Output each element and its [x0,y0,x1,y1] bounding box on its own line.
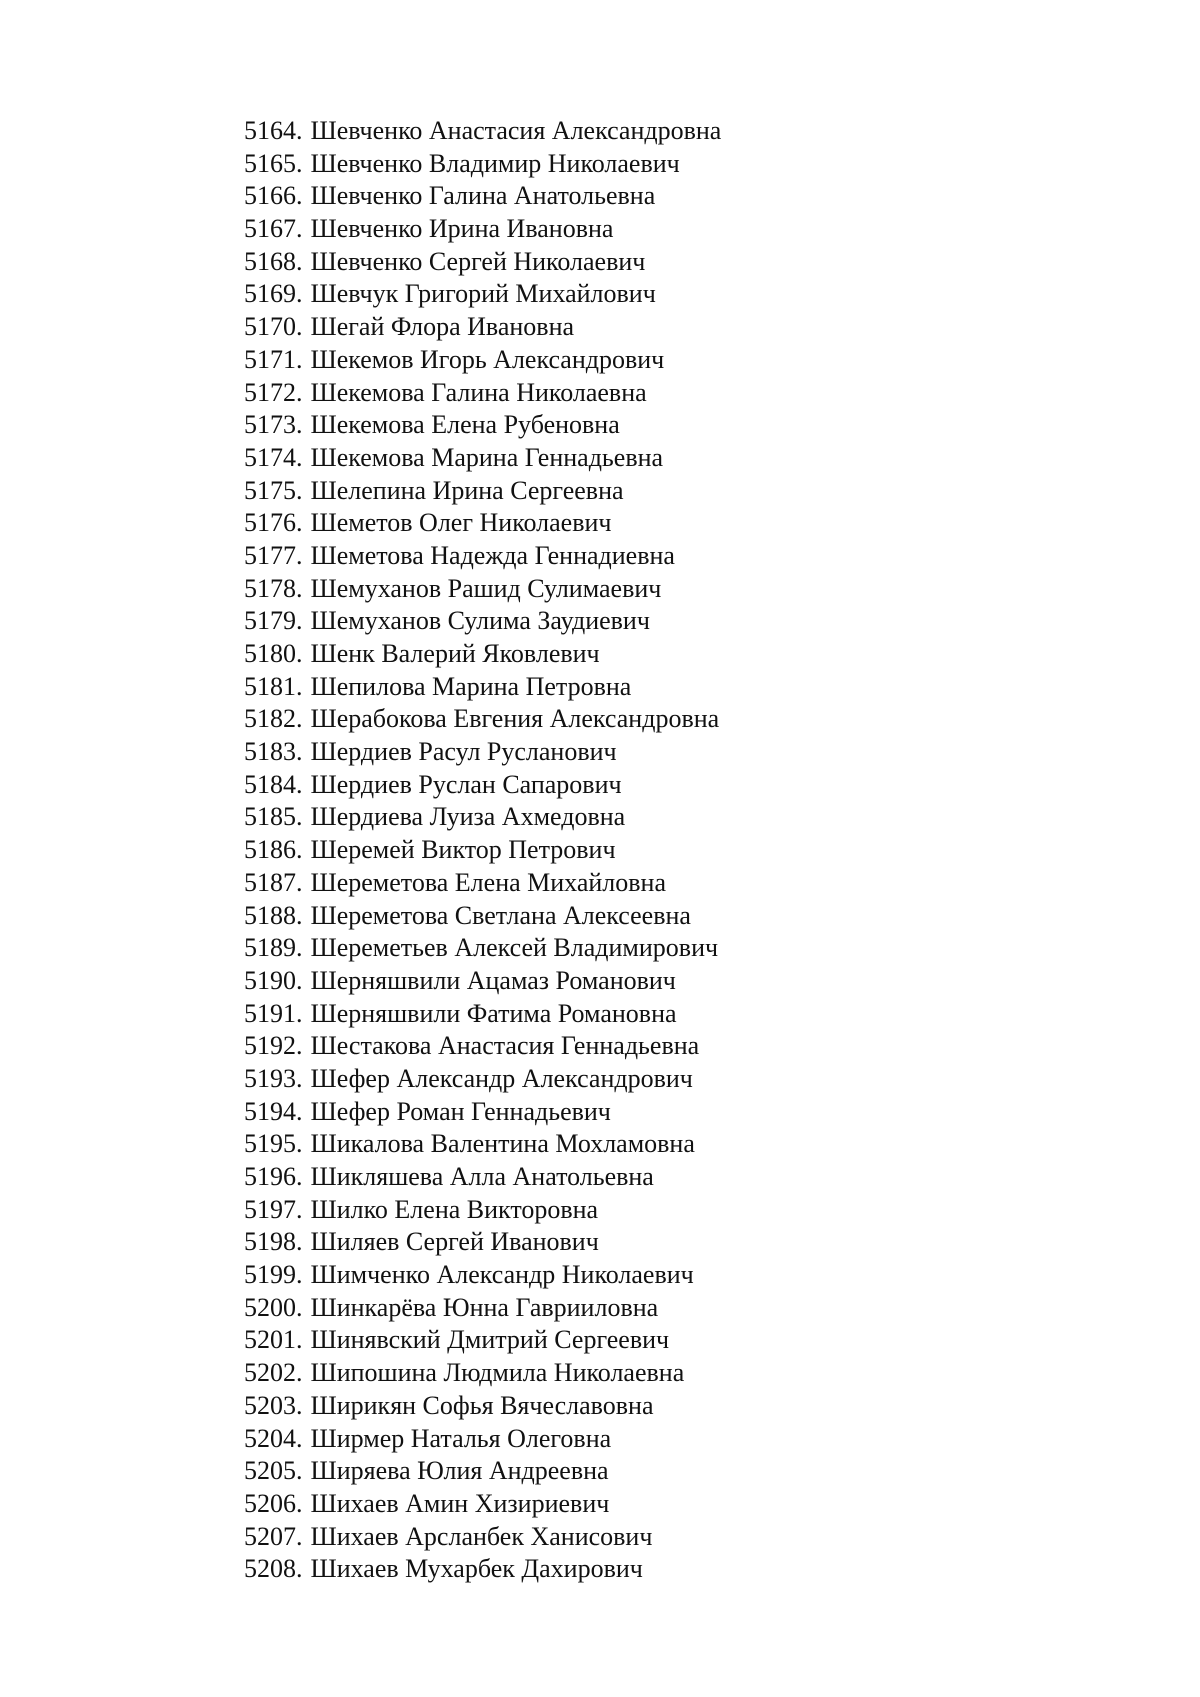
entry-number: 5166. [244,181,303,211]
list-item [244,769,721,802]
list-item [244,148,721,181]
entry-full-name: Шепилова Марина Петровна [310,671,632,701]
list-item [244,638,721,671]
entry-full-name: Шевченко Ирина Ивановна [310,214,614,244]
entry-number: 5171. [244,344,303,374]
entry-number: 5170. [244,312,303,342]
entry-number: 5208. [244,1554,303,1584]
list-item [244,278,721,311]
entry-full-name: Шихаев Мухарбек Дахирович [310,1554,643,1584]
entry-full-name: Шефер Александр Александрович [310,1063,693,1093]
list-item [244,1390,721,1423]
entry-full-name: Шиляев Сергей Иванович [310,1227,599,1257]
entry-full-name: Шилко Елена Викторовна [310,1194,599,1224]
entry-number: 5195. [244,1129,303,1159]
list-item [244,1063,721,1096]
entry-number: 5189. [244,933,303,963]
entry-full-name: Шевченко Галина Анатольевна [310,181,656,211]
list-item [244,900,721,933]
entry-number: 5173. [244,410,303,440]
list-item [244,311,721,344]
entry-number: 5207. [244,1521,303,1551]
list-item [244,180,721,213]
list-item [244,1324,721,1357]
entry-full-name: Шекемова Елена Рубеновна [310,410,620,440]
entry-full-name: Шереметьев Алексей Владимирович [310,933,719,963]
entry-full-name: Шерабокова Евгения Александровна [310,704,720,734]
entry-number: 5165. [244,148,303,178]
list-item [244,932,721,965]
list-item [244,867,721,900]
list-item [244,409,721,442]
list-item [244,703,721,736]
entry-full-name: Шинкарёва Юнна Гаврииловна [310,1292,659,1322]
list-item [244,442,721,475]
entry-full-name: Шелепина Ирина Сергеевна [310,475,624,505]
list-item [244,1357,721,1390]
list-item [244,1455,721,1488]
entry-full-name: Шерняшвили Фатима Романовна [310,998,677,1028]
entry-full-name: Шевченко Анастасия Александровна [310,116,722,145]
list-item [244,540,721,573]
entry-full-name: Шинявский Дмитрий Сергеевич [310,1325,670,1355]
entry-full-name: Ширмер Наталья Олеговна [310,1423,612,1453]
list-item [244,605,721,638]
name-list [244,115,721,1586]
entry-number: 5193. [244,1063,303,1093]
entry-full-name: Ширяева Юлия Андреевна [310,1456,609,1486]
entry-full-name: Шикалова Валентина Мохламовна [310,1129,695,1159]
entry-full-name: Шемуханов Рашид Сулимаевич [310,573,662,603]
entry-full-name: Шевчук Григорий Михайлович [310,279,656,309]
entry-number: 5168. [244,246,303,276]
list-item [244,1488,721,1521]
entry-number: 5187. [244,867,303,897]
entry-full-name: Шекемова Галина Николаевна [310,377,647,407]
entry-full-name: Шекемов Игорь Александрович [310,344,665,374]
entry-number: 5202. [244,1358,303,1388]
list-item [244,573,721,606]
list-item [244,1553,721,1586]
list-item [244,115,721,148]
entry-number: 5164. [244,116,303,145]
list-item [244,1128,721,1161]
entry-full-name: Шихаев Арсланбек Ханисович [310,1521,653,1551]
entry-full-name: Шевченко Сергей Николаевич [310,246,646,276]
list-item [244,736,721,769]
entry-number: 5201. [244,1325,303,1355]
entry-number: 5185. [244,802,303,832]
entry-number: 5184. [244,769,303,799]
entry-number: 5197. [244,1194,303,1224]
list-item [244,1096,721,1129]
list-item [244,507,721,540]
list-item [244,1521,721,1554]
entry-number: 5190. [244,965,303,995]
entry-full-name: Шимченко Александр Николаевич [310,1260,694,1290]
entry-number: 5176. [244,508,303,538]
entry-full-name: Шердиев Руслан Сапарович [310,769,622,799]
entry-full-name: Шевченко Владимир Николаевич [310,148,680,178]
entry-number: 5188. [244,900,303,930]
entry-number: 5169. [244,279,303,309]
entry-full-name: Шеметова Надежда Геннадиевна [310,540,675,570]
entry-full-name: Шестакова Анастасия Геннадьевна [310,1031,700,1061]
entry-number: 5183. [244,737,303,767]
entry-number: 5167. [244,214,303,244]
entry-full-name: Шенк Валерий Яковлевич [310,639,600,668]
list-item [244,246,721,279]
entry-number: 5194. [244,1096,303,1126]
list-item [244,1030,721,1063]
entry-number: 5180. [244,639,303,668]
entry-full-name: Шеметов Олег Николаевич [310,508,612,538]
entry-number: 5203. [244,1390,303,1420]
entry-number: 5204. [244,1423,303,1453]
entry-number: 5186. [244,835,303,865]
list-item [244,834,721,867]
list-item [244,1226,721,1259]
list-item [244,998,721,1031]
entry-number: 5175. [244,475,303,505]
entry-number: 5177. [244,540,303,570]
entry-number: 5200. [244,1292,303,1322]
entry-full-name: Шихаев Амин Хизириевич [310,1488,610,1518]
entry-number: 5178. [244,573,303,603]
entry-number: 5205. [244,1456,303,1486]
list-item [244,965,721,998]
entry-number: 5206. [244,1488,303,1518]
entry-full-name: Шердиева Луиза Ахмедовна [310,802,626,832]
list-item [244,1161,721,1194]
list-item [244,671,721,704]
list-item [244,344,721,377]
entry-full-name: Шипошина Людмила Николаевна [310,1358,685,1388]
list-item [244,1292,721,1325]
entry-full-name: Шерняшвили Ацамаз Романович [310,965,676,995]
entry-number: 5181. [244,671,303,701]
entry-number: 5191. [244,998,303,1028]
entry-full-name: Шефер Роман Геннадьевич [310,1096,611,1126]
entry-number: 5198. [244,1227,303,1257]
list-item [244,1194,721,1227]
entry-number: 5199. [244,1260,303,1290]
list-item [244,1423,721,1456]
entry-full-name: Шереметова Светлана Алексеевна [310,900,691,930]
entry-full-name: Шеремей Виктор Петрович [310,835,616,865]
list-item [244,1259,721,1292]
list-item [244,377,721,410]
list-item [244,801,721,834]
entry-full-name: Ширикян Софья Вячеславовна [310,1390,654,1420]
entry-number: 5179. [244,606,303,636]
entry-full-name: Шердиев Расул Русланович [310,737,617,767]
entry-full-name: Шереметова Елена Михайловна [310,867,666,897]
entry-full-name: Шекемова Марина Геннадьевна [310,442,664,472]
list-item [244,475,721,508]
list-item [244,213,721,246]
entry-full-name: Шемуханов Сулима Заудиевич [310,606,650,636]
entry-number: 5196. [244,1162,303,1191]
entry-number: 5192. [244,1031,303,1061]
entry-number: 5174. [244,442,303,472]
entry-full-name: Шегай Флора Ивановна [310,312,575,342]
entry-full-name: Шикляшева Алла Анатольевна [310,1162,654,1191]
entry-number: 5172. [244,377,303,407]
entry-number: 5182. [244,704,303,734]
